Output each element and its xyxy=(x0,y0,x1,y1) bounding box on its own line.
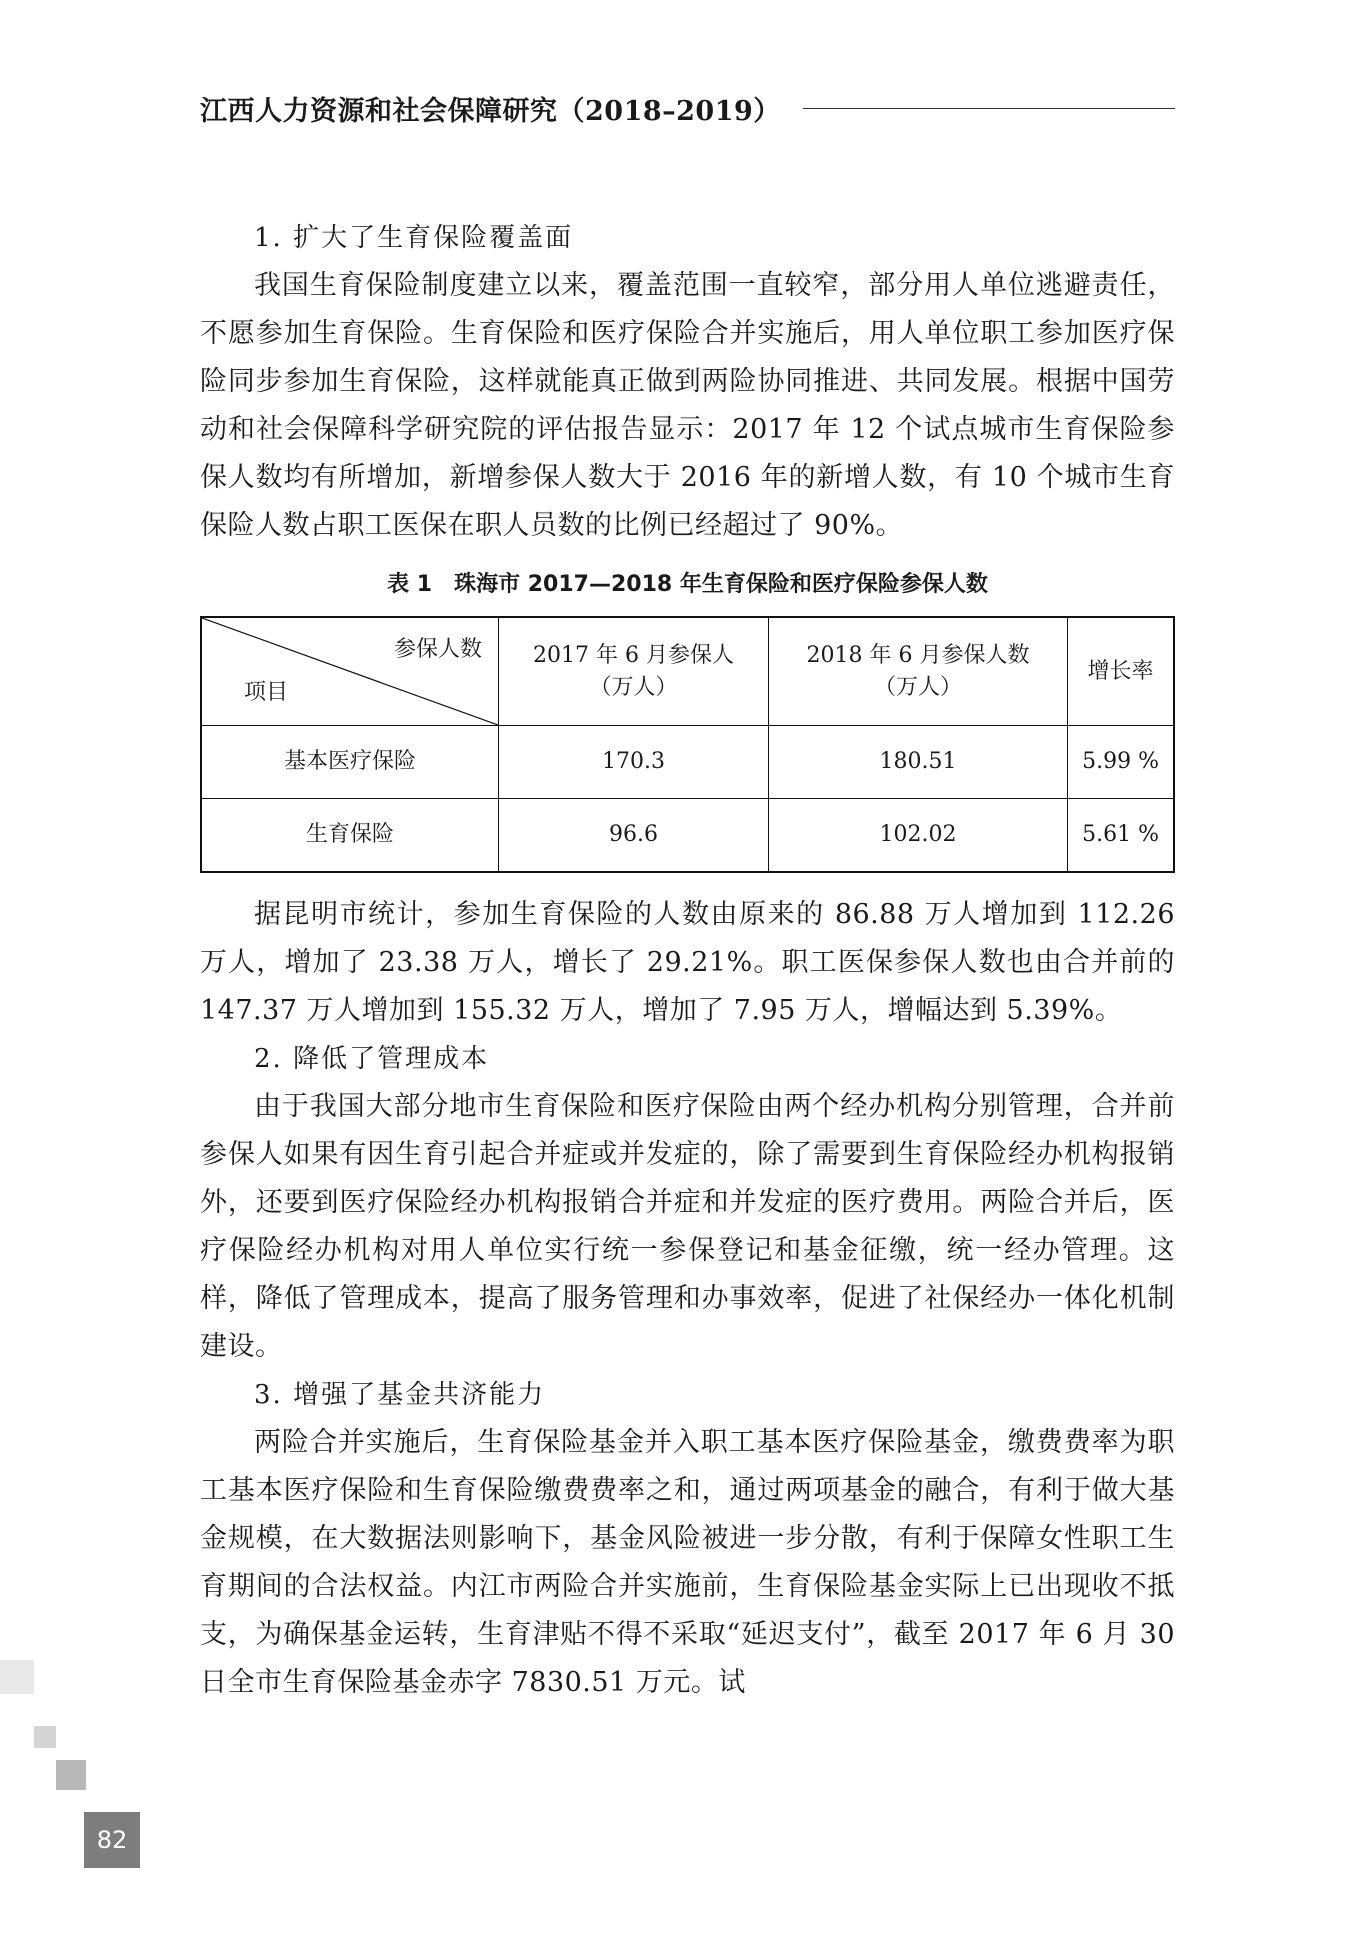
running-header xyxy=(200,86,1175,130)
diag-label-item: 项目 xyxy=(244,680,289,705)
row-2018-value: 180.51 xyxy=(768,726,1067,799)
row-2018-value: 102.02 xyxy=(768,799,1067,873)
decorative-square xyxy=(0,1660,34,1694)
page-number: 82 xyxy=(84,1812,140,1868)
insurance-table xyxy=(200,616,1175,873)
column-header-2017 xyxy=(499,617,769,726)
decorative-square xyxy=(56,1760,86,1790)
section-heading-1: 1. 扩大了生育保险覆盖面 xyxy=(254,223,574,253)
decorative-square xyxy=(34,1726,56,1748)
column-header-growth: 增长率 xyxy=(1068,617,1174,726)
paragraph-fund: 两险合并实施后，生育保险基金并入职工基本医疗保险基金，缴费费率为职工基本医疗保险和生育保险缴费费率之和，通过两项基金的融合，有利于做大基金规模，在大数据法则影响下，基金风险被进一步分散，有利于保障女性职工生育期间的合法权益。内江市两险合并实施前，生育保险基金实际上已出现收不抵支，为确保基金运转，生育津贴不得不采取“延迟支付”，截至 2017 年 6 月 30 日全市生育保险基金赤字 7830.51 万元。试 xyxy=(200,1427,1175,1698)
paragraph-cost: 由于我国大部分地市生育保险和医疗保险由两个经办机构分别管理，合并前参保人如果有因生育引起合并症或并发症的，除了需要到生育保险经办机构报销外，还要到医疗保险经办机构报销合并症和并发症的医疗费用。两险合并后，医疗保险经办机构对用人单位实行统一参保登记和基金征缴，统一经办管理。这样，降低了管理成本，提高了服务管理和办事效率，促进了社保经办一体化机制建设。 xyxy=(200,1091,1175,1362)
column-header-2018 xyxy=(768,617,1067,726)
row-growth-rate: 5.99 % xyxy=(1068,726,1174,799)
paragraph-kunming: 据昆明市统计，参加生育保险的人数由原来的 86.88 万人增加到 112.26 万人，增加了 23.38 万人，增长了 29.21%。职工医保参保人数也由合并前的 147.37 万人增加到 155.32 万人，增加了 7.95 万人，增幅达到 5.39%。 xyxy=(200,899,1175,1026)
row-2017-value: 170.3 xyxy=(499,726,769,799)
column-header-2018-line1: 2018 年 6 月参保人数 xyxy=(806,642,1030,668)
table-row xyxy=(201,799,1174,873)
column-header-2017-line2: （万人） xyxy=(589,674,678,700)
page-content xyxy=(200,214,1175,1707)
table-header-row xyxy=(201,617,1174,726)
table-caption: 表 1 珠海市 2017—2018 年生育保险和医疗保险参保人数 xyxy=(387,572,988,597)
row-item: 生育保险 xyxy=(201,799,499,873)
section-heading-3: 3. 增强了基金共济能力 xyxy=(254,1380,546,1410)
book-title: 江西人力资源和社会保障研究（2018–2019） xyxy=(200,95,781,127)
header-rule xyxy=(803,108,1175,109)
column-header-2017-line1: 2017 年 6 月参保人 xyxy=(533,642,734,668)
row-growth-rate: 5.61 % xyxy=(1068,799,1174,873)
diag-label-count: 参保人数 xyxy=(393,637,482,662)
row-item: 基本医疗保险 xyxy=(201,726,499,799)
diagonal-header-cell xyxy=(201,617,499,726)
paragraph-coverage: 我国生育保险制度建立以来，覆盖范围一直较窄，部分用人单位逃避责任，不愿参加生育保险。生育保险和医疗保险合并实施后，用人单位职工参加医疗保险同步参加生育保险，这样就能真正做到两险协同推进、共同发展。根据中国劳动和社会保障科学研究院的评估报告显示：2017 年 12 个试点城市生育保险参保人数均有所增加，新增参保人数大于 2016 年的新增人数，有 10 个城市生育保险人数占职工医保在职人员数的比例已经超过了 90%。 xyxy=(200,270,1175,541)
row-2017-value: 96.6 xyxy=(499,799,769,873)
column-header-2018-line2: （万人） xyxy=(874,674,963,700)
section-heading-2: 2. 降低了管理成本 xyxy=(254,1044,490,1074)
table-row xyxy=(201,726,1174,799)
